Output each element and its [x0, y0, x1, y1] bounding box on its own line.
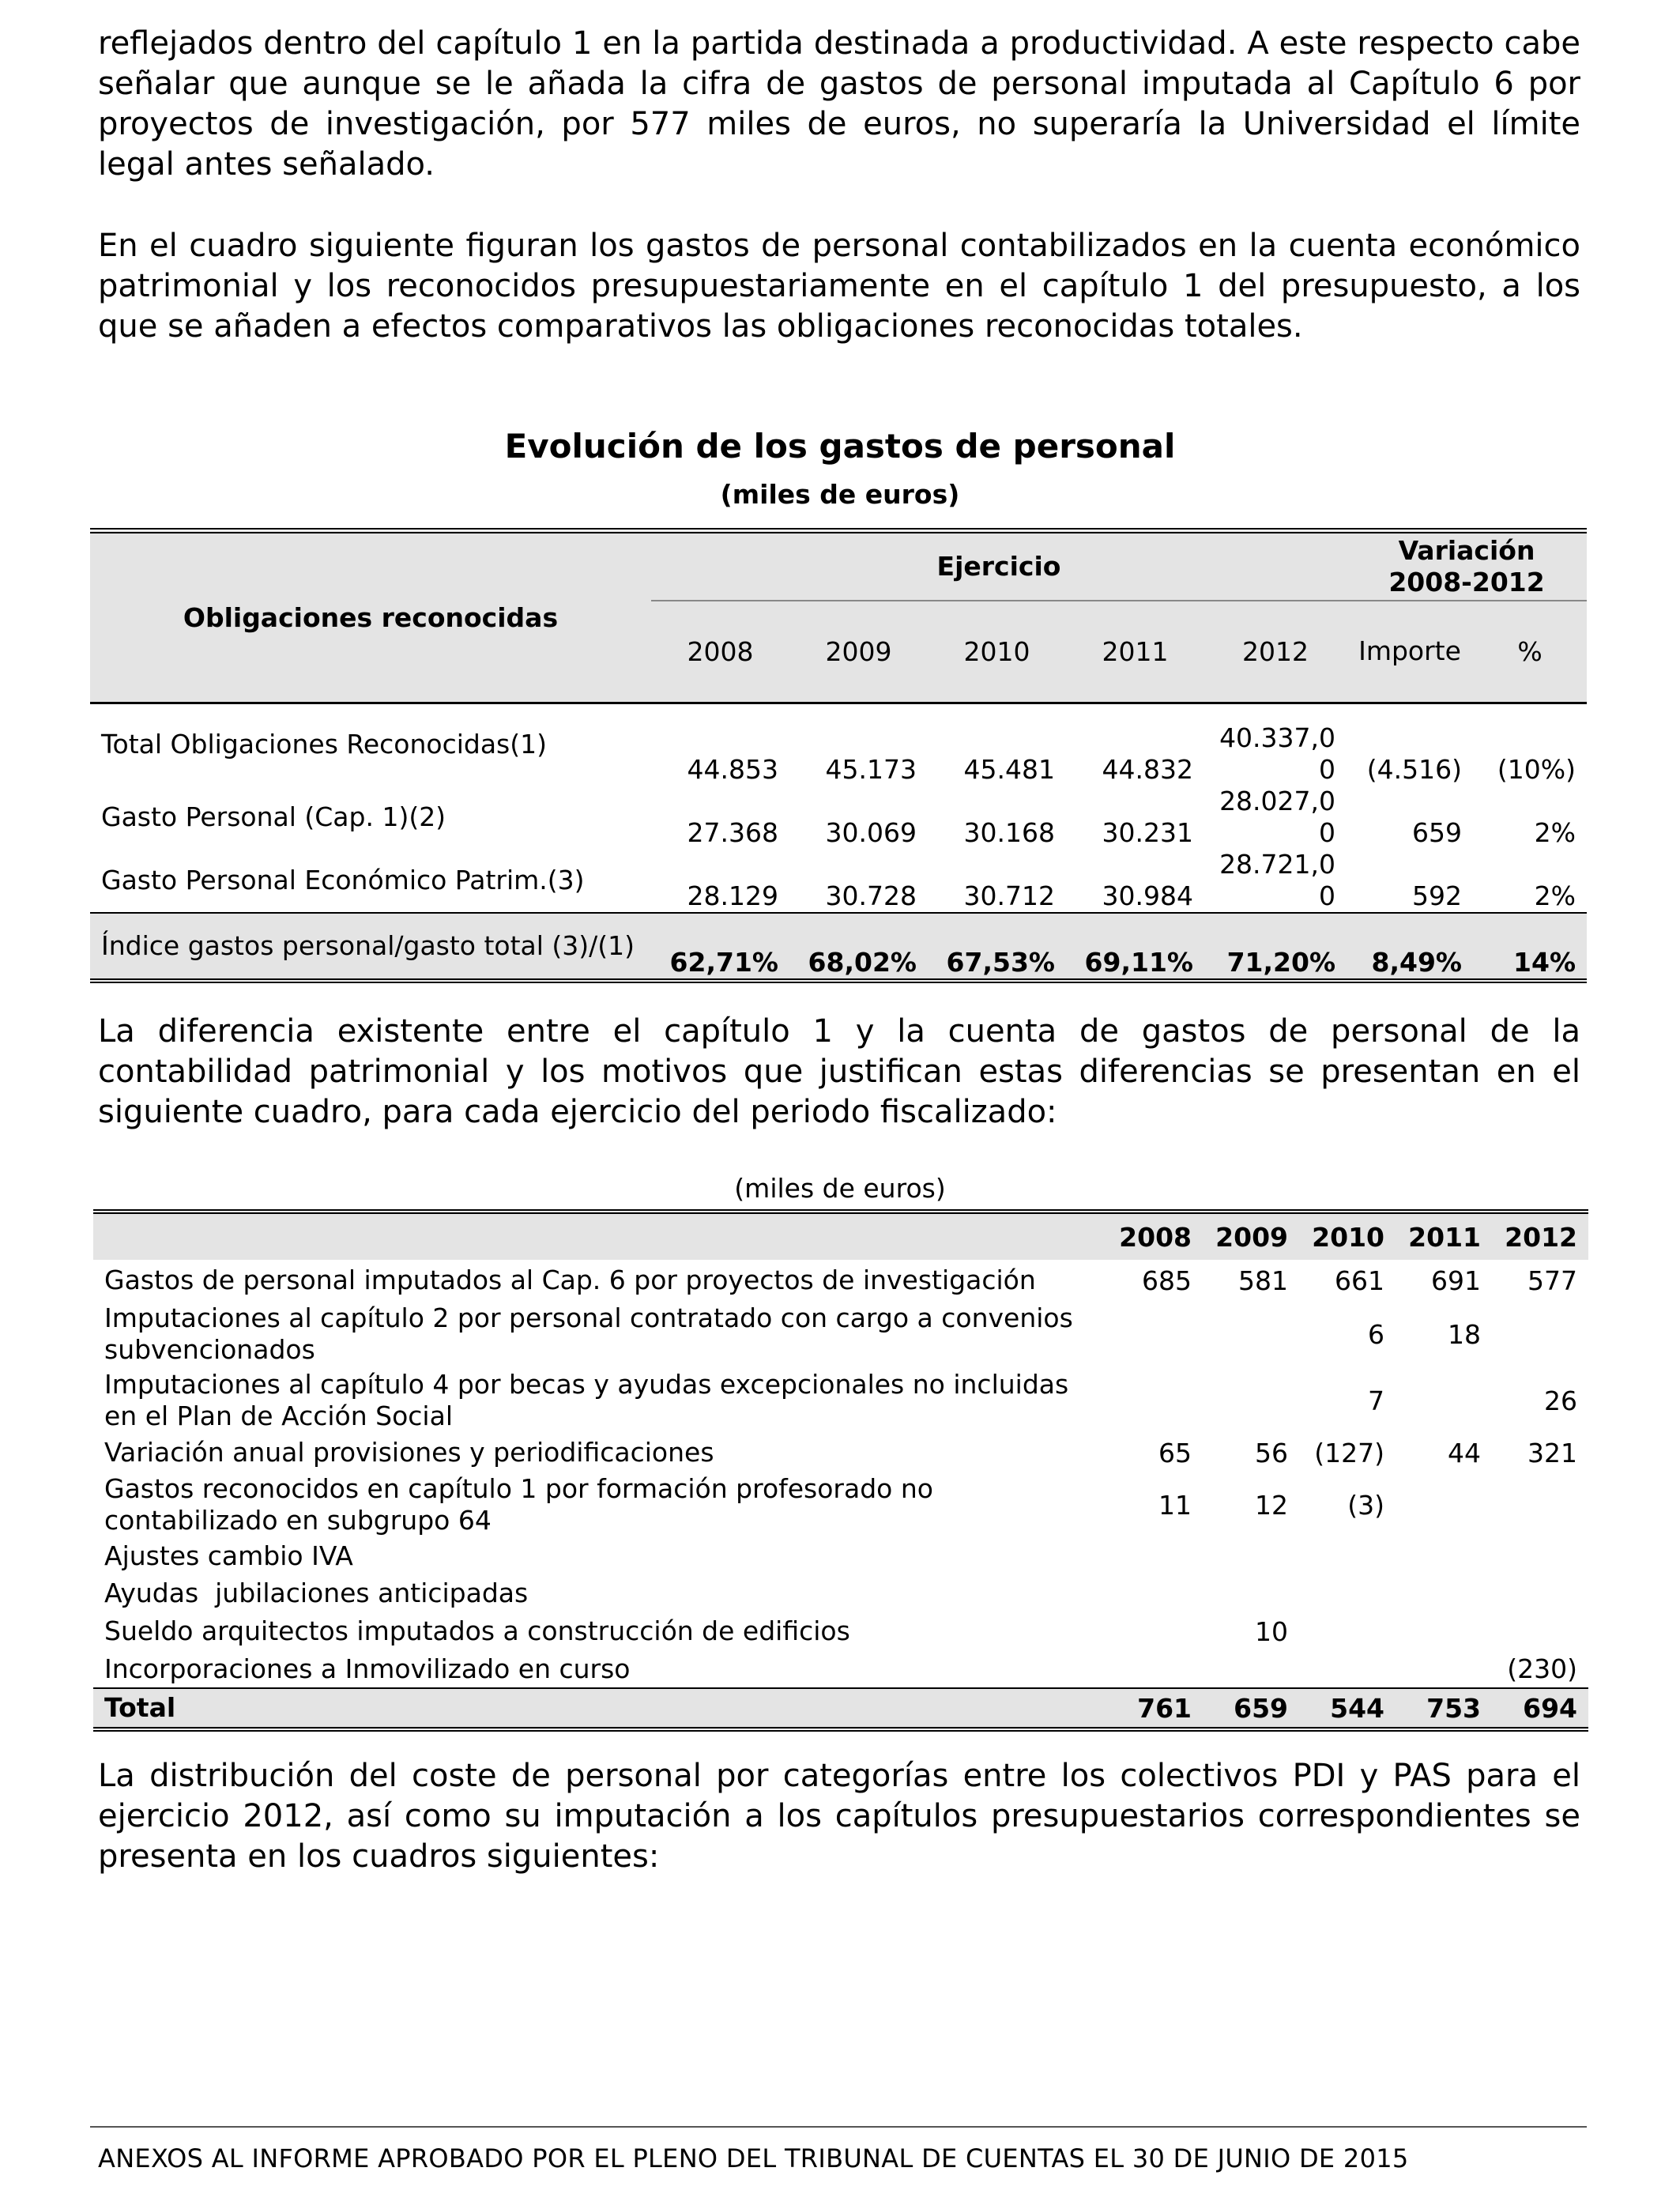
table2-cell	[1299, 1650, 1396, 1688]
paragraph-intro: reflejados dentro del capítulo 1 en la partida destinada a productividad. A este respecto cabe señalar que aunque se le añada la cifra de gastos de personal imputada al Capítulo 6 por proyectos de investigación, por 577 miles de euros, no superaría la Universidad el límite legal antes señalado.	[98, 25, 1580, 183]
table2-cell	[1396, 1650, 1492, 1688]
table2-cell: 65	[1158, 1437, 1192, 1468]
table2-cell	[1203, 1538, 1299, 1574]
table1-cell: 67,53%	[928, 913, 1066, 981]
table2-cell	[1299, 1612, 1396, 1650]
table2-row-label: Variación anual provisiones y periodificaciones	[104, 1437, 714, 1468]
table2-cell: 577	[1527, 1265, 1577, 1296]
table1-cell: 62,71%	[651, 913, 789, 981]
table2-cell: (3)	[1347, 1489, 1384, 1521]
table2-cell: 44	[1448, 1437, 1481, 1468]
table-evolucion-gastos	[90, 528, 1587, 983]
table1-cell: 2%	[1534, 816, 1576, 848]
table2-cell: (127)	[1314, 1437, 1384, 1468]
table2-year-2008: 2008	[1106, 1212, 1203, 1260]
table2-cell	[1106, 1367, 1203, 1434]
table1-cell: 30.712	[963, 880, 1055, 911]
table1-cell: 45.481	[963, 753, 1055, 785]
table1-cell: 592	[1412, 880, 1463, 911]
table2-cell	[1106, 1538, 1203, 1574]
page-footer: ANEXOS AL INFORME APROBADO POR EL PLENO DEL TRIBUNAL DE CUENTAS EL 30 DE JUNIO DE 2015	[98, 2143, 1409, 2173]
table2-cell: 694	[1492, 1688, 1588, 1729]
table2-row-label: Gastos reconocidos en capítulo 1 por formación profesorado no contabilizado en subgrupo 64	[104, 1473, 933, 1536]
table2-cell	[1396, 1574, 1492, 1612]
table1-cell: 28.027,00	[1219, 785, 1336, 848]
table1-cell: 68,02%	[789, 913, 928, 981]
table1-cell: 28.721,00	[1219, 848, 1336, 911]
table1-subtitle: (miles de euros)	[720, 479, 960, 510]
table1-year-2009: 2009	[789, 601, 928, 703]
table-row	[93, 1612, 1588, 1650]
table1-cell: 8,49%	[1347, 913, 1473, 981]
table-row	[93, 1574, 1588, 1612]
table1-cell: 2%	[1534, 880, 1576, 911]
table-row	[93, 1301, 1588, 1367]
table2-cell	[1203, 1574, 1299, 1612]
table2-cell	[1106, 1650, 1203, 1688]
table1-cell: 28.129	[687, 880, 778, 911]
table2-cell: 26	[1544, 1385, 1577, 1416]
table2-cell: 6	[1368, 1318, 1384, 1350]
table1-group-variacion: Variación 2008-2012	[1347, 531, 1587, 601]
table2-cell	[1396, 1612, 1492, 1650]
table2-cell: 691	[1431, 1265, 1481, 1296]
table2-cell	[1106, 1574, 1203, 1612]
table2-cell: 7	[1368, 1385, 1384, 1416]
table1-cell: 30.231	[1102, 816, 1193, 848]
table2-cell: 544	[1299, 1688, 1396, 1729]
table-row	[93, 1538, 1588, 1574]
table2-year-2010: 2010	[1299, 1212, 1396, 1260]
table2-row-label: Ayudas jubilaciones anticipadas	[104, 1578, 529, 1608]
table-row	[93, 1472, 1588, 1538]
table2-total-label: Total	[93, 1688, 1106, 1729]
table2-cell: 581	[1238, 1265, 1288, 1296]
table2-year-2012: 2012	[1492, 1212, 1588, 1260]
paragraph-distribucion: La distribución del coste de personal por categorías entre los colectivos PDI y PAS para el ejercicio 2012, así como su imputación a los capítulos presupuestarios correspondientes se presenta en los cuadros siguientes:	[98, 1758, 1580, 1875]
table2-cell	[1396, 1472, 1492, 1538]
table2-row-label: Gastos de personal imputados al Cap. 6 por proyectos de investigación	[104, 1265, 1036, 1295]
table-diferencias	[93, 1209, 1588, 1732]
table1-cell: 659	[1412, 816, 1463, 848]
table1-row-label: Total Obligaciones Reconocidas(1)	[101, 729, 547, 760]
table2-cell: 12	[1255, 1489, 1288, 1521]
table2-cell	[1106, 1612, 1203, 1650]
table2-cell	[1203, 1650, 1299, 1688]
table2-cell	[1492, 1612, 1588, 1650]
table2-cell: 685	[1142, 1265, 1192, 1296]
table2-cell	[1492, 1472, 1588, 1538]
table2-cell	[1299, 1538, 1396, 1574]
table-row	[93, 1434, 1588, 1472]
table-row-total	[93, 1688, 1588, 1729]
table2-cell	[1492, 1301, 1588, 1367]
table1-cell: 30.728	[825, 880, 917, 911]
table1-cell: 30.984	[1102, 880, 1193, 911]
table1-cell: 30.168	[963, 816, 1055, 848]
table1-cell: 30.069	[825, 816, 917, 848]
table2-year-2011: 2011	[1396, 1212, 1492, 1260]
table2-cell: 659	[1203, 1688, 1299, 1729]
table2-cell: 761	[1106, 1688, 1203, 1729]
table2-row-label: Ajustes cambio IVA	[104, 1540, 353, 1571]
table1-year-2012: 2012	[1204, 601, 1347, 703]
table1-cell: 44.832	[1102, 753, 1193, 785]
table2-cell	[1106, 1301, 1203, 1367]
table1-year-2008: 2008	[651, 601, 789, 703]
footer-divider	[90, 2126, 1587, 2128]
table1-row-header: Obligaciones reconocidas	[90, 531, 651, 703]
table1-cell: (4.516)	[1366, 753, 1463, 785]
table1-group-ejercicio: Ejercicio	[651, 531, 1347, 601]
table1-title: Evolución de los gastos de personal	[504, 427, 1176, 466]
table1-cell: 44.853	[687, 753, 778, 785]
table1-index-label: Índice gastos personal/gasto total (3)/(1)	[90, 913, 651, 981]
paragraph-table2-intro: La diferencia existente entre el capítulo 1 y la cuenta de gastos de personal de la contabilidad patrimonial y los motivos que justifican estas diferencias se presentan en el siguiente cuadro, para cada ejercicio del periodo fiscalizado:	[98, 1013, 1580, 1130]
table1-row-label: Gasto Personal Económico Patrim.(3)	[101, 864, 585, 895]
table1-cell: 69,11%	[1066, 913, 1204, 981]
table2-cell: 11	[1158, 1489, 1192, 1521]
table-row	[90, 703, 1587, 786]
table2-cell	[1492, 1538, 1588, 1574]
table1-col-pct: %	[1473, 601, 1587, 703]
table1-year-2011: 2011	[1066, 601, 1204, 703]
table2-cell	[1396, 1367, 1492, 1434]
table2-year-2009: 2009	[1203, 1212, 1299, 1260]
table-row	[93, 1650, 1588, 1688]
table1-cell: (10%)	[1497, 753, 1576, 785]
table2-corner	[93, 1212, 1106, 1260]
table-row	[93, 1367, 1588, 1434]
table1-cell: 14%	[1473, 913, 1587, 981]
table1-cell: 71,20%	[1204, 913, 1347, 981]
table2-row-label: Imputaciones al capítulo 4 por becas y ayudas excepcionales no incluidas en el Plan de Acción Social	[104, 1369, 1069, 1431]
table2-cell: 18	[1448, 1318, 1481, 1350]
table2-row-label: Sueldo arquitectos imputados a construcción de edificios	[104, 1615, 850, 1646]
table2-cell	[1396, 1538, 1492, 1574]
table2-cell: 56	[1255, 1437, 1288, 1468]
table-row-index	[90, 913, 1587, 981]
table1-cell: 40.337,00	[1219, 722, 1336, 785]
table-row	[90, 849, 1587, 913]
table1-col-importe: Importe	[1347, 601, 1473, 703]
table2-cell: (230)	[1507, 1653, 1577, 1684]
table2-row-label: Incorporaciones a Inmovilizado en curso	[104, 1653, 631, 1684]
table1-cell: 45.173	[825, 753, 917, 785]
table1-row-label: Gasto Personal (Cap. 1)(2)	[101, 801, 446, 832]
table1-year-2010: 2010	[928, 601, 1066, 703]
table1-cell: 27.368	[687, 816, 778, 848]
table-row	[93, 1260, 1588, 1301]
table2-cell	[1203, 1301, 1299, 1367]
table2-cell	[1299, 1574, 1396, 1612]
table2-cell: 753	[1396, 1688, 1492, 1729]
table2-cell	[1203, 1367, 1299, 1434]
paragraph-table1-intro: En el cuadro siguiente figuran los gastos de personal contabilizados en la cuenta económico patrimonial y los reconocidos presupuestariamente en el capítulo 1 del presupuesto, a los que se añaden a efectos comparativos las obligaciones reconocidas totales.	[98, 228, 1580, 345]
table2-cell: 661	[1335, 1265, 1384, 1296]
table-row	[90, 786, 1587, 849]
table2-cell: 10	[1255, 1615, 1288, 1647]
table2-caption: (miles de euros)	[734, 1173, 946, 1204]
table2-cell	[1492, 1574, 1588, 1612]
table2-row-label: Imputaciones al capítulo 2 por personal contratado con cargo a convenios subvencionados	[104, 1302, 1073, 1365]
table2-cell: 321	[1527, 1437, 1577, 1468]
